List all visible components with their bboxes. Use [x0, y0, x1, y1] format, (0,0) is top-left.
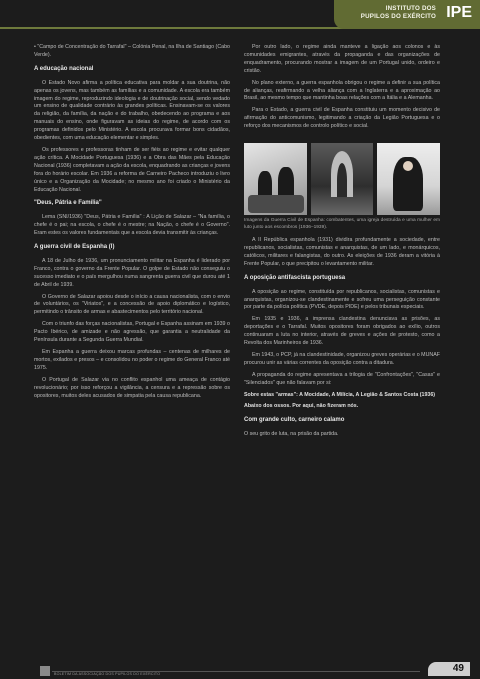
footer-rule [52, 671, 420, 672]
paragraph: Para o Estado, a guerra civil de Espanha constituiu um momento decisivo de afirmação do anticomunismo, legitimando a criação da Legião Portuguesa e o reforço dos mecanismos de controlo político e social. [244, 107, 440, 130]
paragraph: O Portugal de Salazar via no conflito espanhol uma ameaça de contágio revolucionário; por isso reforçou a vigilância, a censura e a repressão sobre os opositores, muitos deles acusados de simpatia pela causa republicana. [34, 376, 230, 399]
right-column [244, 44, 440, 443]
paragraph: O Estado Novo afirma a política educativa para moldar a sua doutrina, não apenas os jovens, mas também as famílias e a comunidade. A escola era também imagem do regime, reproduzindo ideologia e de doutrinação social, sendo vedado um ensino de qualidade contrário às grandes políticas. Ensinavam-se os valores da religião, da família, da nação e do trabalho, obedecendo ao programa e aos manuais do ensino, onde figuravam as ideias do regime, de acordo com os programas definidos pelo Ministério. A escola procurava formar bons cidadãos, obedientes, com uma educação elementar e simples. [34, 79, 230, 142]
paragraph: Em Espanha a guerra deixou marcas profundas – centenas de milhares de mortos, exilados e presos – e consolidou no poder o regime do General Franco até 1975. [34, 349, 230, 371]
left-column [34, 44, 230, 404]
bold-line: Abaixo dos ossos. Por aqui, não fizeram nós. [244, 403, 359, 410]
paragraph: A 18 de Julho de 1936, um pronunciamento militar na Espanha é liderado por Franco, contra o governo da Frente Popular. O golpe de Estado não conseguiu o sucesso imediato e o país mergulhou numa sangrenta guerra civil que durou até 1 de Abril de 1939. [34, 257, 230, 288]
paragraph: O Governo de Salazar apoiou desde o início a causa nacionalista, com o envio de voluntários, os "Viriatos", e a concessão de apoio diplomático e logístico, permitindo o trânsito de armas e abastecimentos pelo território nacional. [34, 293, 230, 316]
heading-guerra-civil: A guerra civil de Espanha (I) [34, 244, 115, 251]
heading-educacao: A educação nacional [34, 65, 94, 72]
heading-oposicao: A oposição antifascista portuguesa [244, 274, 346, 281]
photo-mourning-woman [377, 143, 440, 215]
paragraph: A oposição ao regime, constituída por republicanos, socialistas, comunistas e anarquistas, organizou-se clandestinamente e sofreu uma perseguição constante por parte da polícia política (PVDE, depois PIDE) e pelos tribunais especiais. [244, 288, 440, 311]
intro-bullet: • "Campo de Concentração do Tarrafal" – Colónia Penal, na Ilha de Santiago (Cabo Verde). [34, 44, 230, 58]
paragraph: Lema (SNI/1936) "Deus, Pátria e Família" : A Lição de Salazar – "Na família, o chefe é o pai; na escola, o chefe é o mestre; na Nação, o chefe é o Governo". Eram estes os valores fundamentais que a escola devia transmitir às crianças. [34, 214, 230, 237]
photo-strip [244, 143, 440, 215]
header-tab [334, 0, 480, 29]
paragraph: Os professores e professoras tinham de ser fiéis ao regime e evitar qualquer ação crítica. A Mocidade Portuguesa (1936) e a Obra das Mães pela Educação Nacional (1936) completavam a ação da escola, enquadrando as crianças e jovens fora do horário escolar. Em 1936 a reforma de Carneiro Pacheco introduziu o livro único e a Organização da Mocidade; no mesmo ano foi criado o Ministério da Educação Nacional. [34, 146, 230, 193]
header-title [361, 5, 436, 21]
paragraph: Com o triunfo das forças nacionalistas, Portugal e Espanha assinam em 1939 o Pacto Ibérico, de amizade e não agressão, que garantia a neutralidade da Península durante a Segunda Guerra Mundial. [34, 321, 230, 344]
paragraph: A II República espanhola (1931) dividira profundamente a sociedade, entre republicanos, socialistas, comunistas e anarquistas, de um lado, e monárquicos, católicos, militares e falangistas, do outro. As eleições de 1936 deram a vitória à Frente Popular, o que precipitou o levantamento militar. [244, 237, 440, 267]
paragraph: No plano externo, a guerra espanhola obrigou o regime a definir a sua política de alianças, reafirmando a velha aliança com a Inglaterra e a aproximação ao Brasil, ao mesmo tempo que mantinha boas relações com a Itália e a Alemanha. [244, 79, 440, 102]
page-number: 49 [428, 662, 470, 676]
heading-closing: Com grande culto, carneiro calamo [244, 417, 345, 424]
paragraph: Em 1943, o PCP, já na clandestinidade, organizou greves operárias e o MUNAF procurou unir as várias correntes da oposição contra a ditadura. [244, 351, 440, 366]
header-abbr: IPE [446, 4, 472, 21]
header-line2: PUPILOS DO EXÉRCITO [360, 13, 436, 20]
paragraph: A propaganda do regime apresentava a trilogia de "Confrontações", "Casas" e "Silenciados" que não falavam por si: [244, 371, 440, 386]
footer-text: BOLETIM DA ASSOCIAÇÃO DOS PUPILOS DO EXÉRCITO [54, 672, 161, 676]
photo-soldiers [244, 143, 307, 215]
heading-deus-patria: "Deus, Pátria e Família" [34, 200, 102, 207]
qr-code-icon [40, 666, 50, 676]
header-line1: INSTITUTO DOS [385, 5, 436, 12]
photo-ruined-church [311, 143, 374, 215]
photo-caption: Imagens da Guerra Civil de Espanha: combatentes, uma igreja destruída e uma mulher em luto junto aos escombros (1936–1939). [244, 218, 440, 230]
paragraph: O seu grito de luta, na prisão da partida. [244, 431, 339, 438]
paragraph: Por outro lado, o regime ainda manteve a ligação aos colonos e às comunidades emigrantes, através da propaganda e das organizações de enquadramento, procurando mostrar a imagem de um Portugal unido, ordeiro e cristão. [244, 44, 440, 74]
paragraph: Em 1935 e 1936, a imprensa clandestina denunciava as prisões, as deportações e o Tarrafal. Muitos opositores foram obrigados ao exílio, outros continuaram a luta no interior, através de greves e ações de protesto, como a Revolta dos Marinheiros de 1936. [244, 316, 440, 347]
bold-line: Sobre estas "armas": A Mocidade, A Milícia, A Legião & Santos Costa (1936) [244, 391, 436, 398]
footer [40, 665, 480, 679]
